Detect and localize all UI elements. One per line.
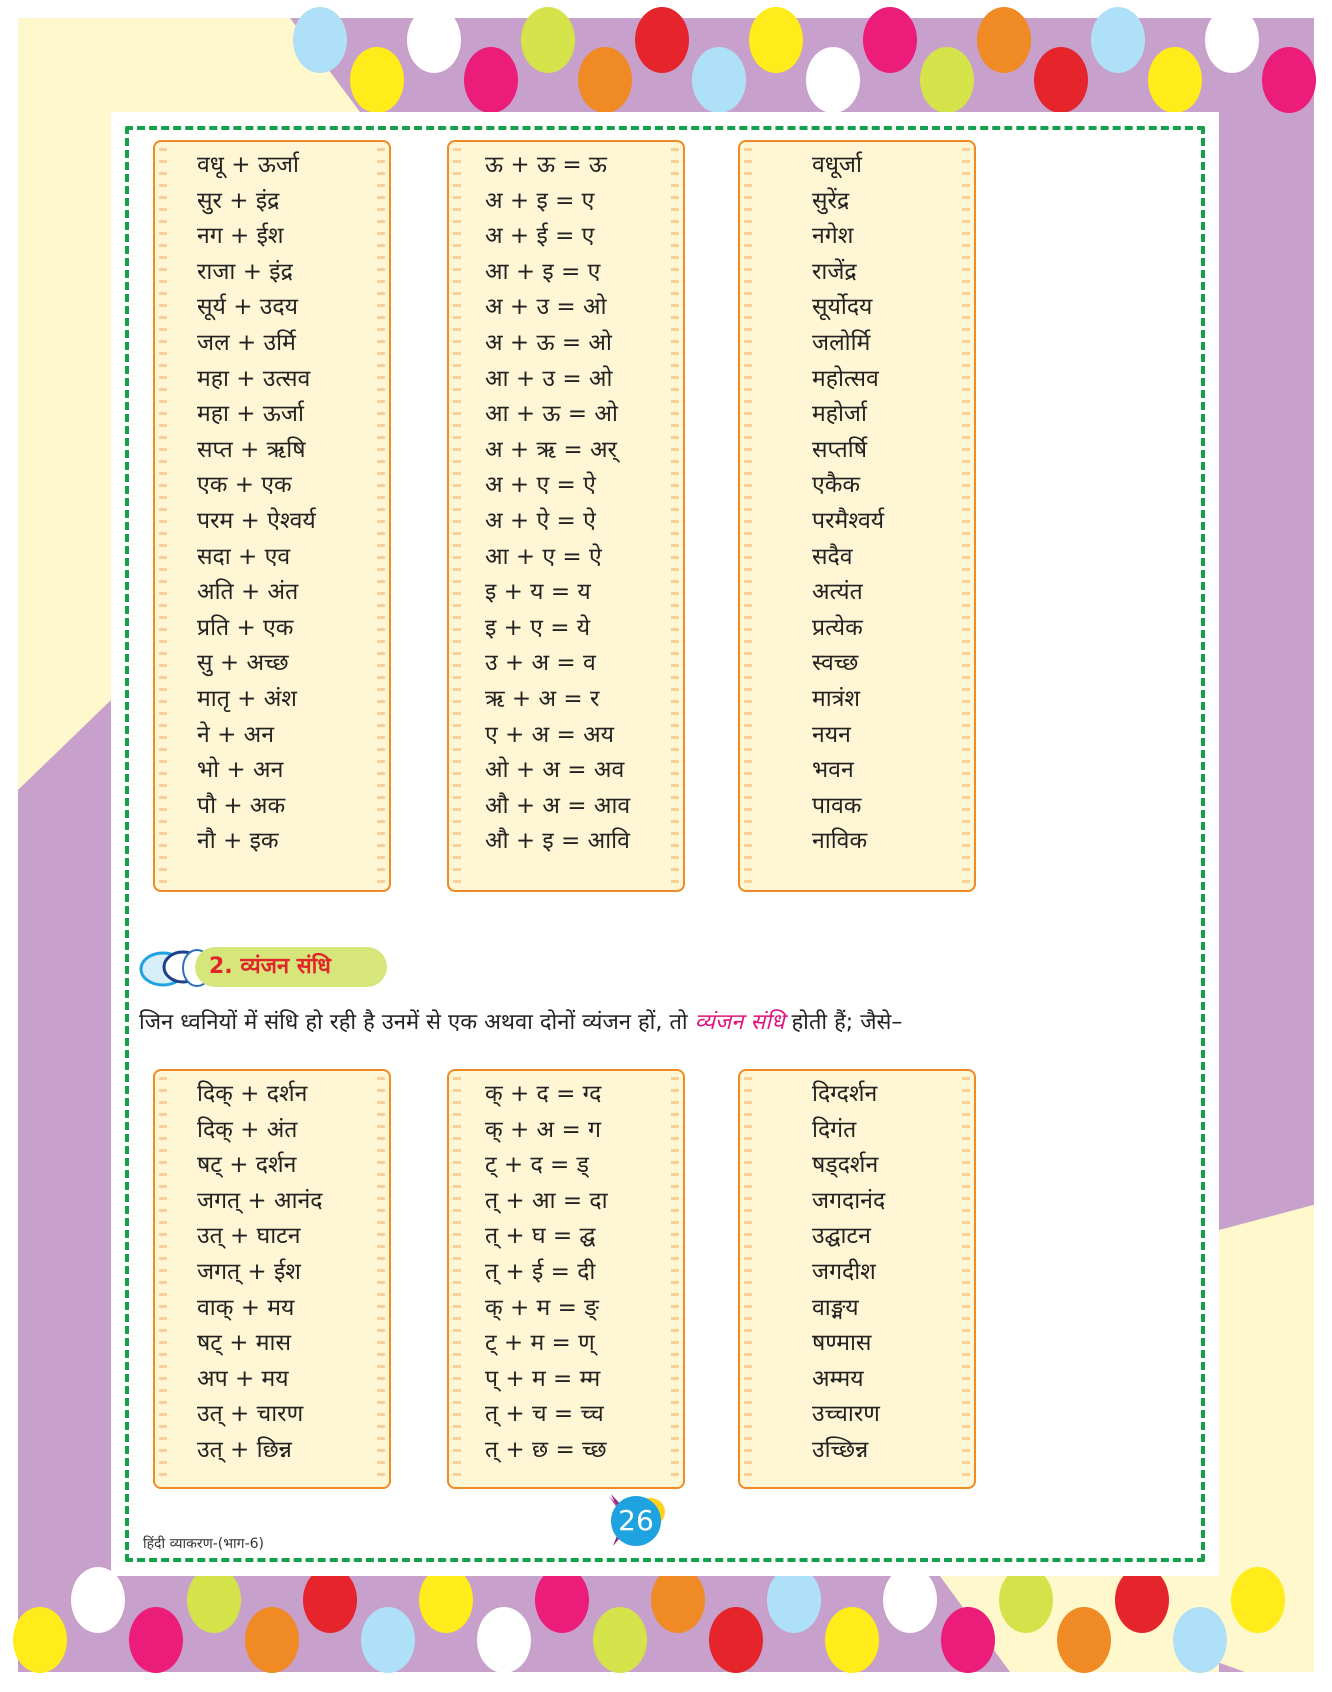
swar-word: पौ + अक <box>197 792 286 819</box>
vyanjan-word: अप + मय <box>197 1365 289 1392</box>
vyanjan-rule-row <box>449 1431 683 1469</box>
decorative-dot <box>521 7 575 73</box>
decorative-dot <box>806 47 860 113</box>
decorative-dot <box>419 1567 473 1633</box>
vyanjan-word-row <box>155 1075 389 1113</box>
decorative-dot <box>71 1567 125 1633</box>
vyanjan-word-row <box>155 1431 389 1469</box>
vyanjan-rule: ट् + द = ड् <box>485 1152 589 1179</box>
vyanjan-result: उद्घाटन <box>812 1223 871 1250</box>
swar-word: भो + अन <box>197 757 284 784</box>
vyanjan-word-row <box>155 1253 389 1291</box>
swar-result: महोर्जा <box>812 401 867 428</box>
decorative-dot <box>361 1607 415 1673</box>
swar-result-row <box>740 822 974 860</box>
swar-result: नाविक <box>812 828 868 855</box>
swar-rule-row <box>449 502 683 540</box>
swar-word-row <box>155 502 389 540</box>
vyanjan-rule-row <box>449 1111 683 1149</box>
swar-result-row <box>740 182 974 220</box>
vyanjan-rule: ट् + म = ण् <box>485 1330 595 1357</box>
swar-word: एक + एक <box>197 472 292 499</box>
swar-word-row <box>155 644 389 682</box>
swar-rule: इ + ए = ये <box>485 614 591 641</box>
swar-result: अत्यंत <box>812 579 863 606</box>
vyanjan-words-box <box>153 1069 391 1489</box>
swar-result-row <box>740 502 974 540</box>
vyanjan-word-row <box>155 1146 389 1184</box>
swar-word: परम + ऐश्वर्य <box>197 508 316 534</box>
decorative-dot <box>635 7 689 73</box>
swar-result: महोत्सव <box>812 365 879 392</box>
swar-rule: इ + य = य <box>485 579 591 606</box>
decorative-dot <box>350 47 404 113</box>
swar-rule-row <box>449 716 683 754</box>
swar-word: सूर्य + उदय <box>197 294 298 321</box>
vyanjan-rule: प् + म = म्म <box>485 1365 601 1392</box>
vyanjan-rule: क् + म = ङ् <box>485 1294 599 1321</box>
swar-word-row <box>155 573 389 611</box>
swar-word-row <box>155 146 389 184</box>
vyanjan-result: षण्मास <box>812 1330 872 1357</box>
swar-rule-row <box>449 360 683 398</box>
decorative-dot <box>187 1567 241 1633</box>
swar-result: परमैश्वर्य <box>812 508 885 534</box>
swar-result-row <box>740 466 974 504</box>
swar-rule: अ + ऊ = ओ <box>485 330 612 356</box>
swar-word: राजा + इंद्र <box>197 258 293 285</box>
swar-word-row <box>155 324 389 362</box>
vyanjan-rule-row <box>449 1182 683 1220</box>
decorative-dot <box>709 1607 763 1673</box>
swar-rule: ऋ + अ = र <box>485 686 600 712</box>
swar-result: स्वच्छ <box>812 650 859 677</box>
swar-rule-row <box>449 395 683 433</box>
swar-rule-row <box>449 466 683 504</box>
swar-word: जल + उर्मि <box>197 330 296 356</box>
swar-result-row <box>740 217 974 255</box>
vyanjan-rule-row <box>449 1253 683 1291</box>
vyanjan-result: उच्चारण <box>812 1401 880 1428</box>
vyanjan-result-row <box>740 1111 974 1149</box>
swar-rule: औ + इ = आवि <box>485 828 630 855</box>
vyanjan-word: उत् + घाटन <box>197 1223 301 1250</box>
decorative-dot <box>407 7 461 73</box>
swar-word: ने + अन <box>197 721 274 748</box>
vyanjan-rule-row <box>449 1075 683 1113</box>
swar-result: एकैक <box>812 472 861 499</box>
swar-result: राजेंद्र <box>812 258 857 285</box>
vyanjan-word: वाक् + मय <box>197 1294 295 1321</box>
vyanjan-result-row <box>740 1146 974 1184</box>
swar-rule-row <box>449 680 683 718</box>
swar-result-row <box>740 538 974 576</box>
vyanjan-word: षट् + मास <box>197 1330 292 1357</box>
swar-word-row <box>155 716 389 754</box>
swar-result: भवन <box>812 757 854 784</box>
vyanjan-rule-row <box>449 1289 683 1327</box>
vyanjan-result-row <box>740 1289 974 1327</box>
decorative-dot <box>303 1567 357 1633</box>
swar-rule-row <box>449 288 683 326</box>
vyanjan-result: वाङ्मय <box>812 1294 859 1321</box>
vyanjan-results-box <box>738 1069 976 1489</box>
vyanjan-rule: क् + द = ग्द <box>485 1081 602 1107</box>
vyanjan-word-row <box>155 1360 389 1398</box>
swar-result-row <box>740 360 974 398</box>
decorative-dot <box>863 7 917 73</box>
swar-result: सुरेंद्र <box>812 187 850 214</box>
swar-result-row <box>740 787 974 825</box>
vyanjan-result-row <box>740 1431 974 1469</box>
swar-rule: ऊ + ऊ = ऊ <box>485 152 607 178</box>
vyanjan-rules-box <box>447 1069 685 1489</box>
swar-rules-box <box>447 140 685 892</box>
decorative-dot <box>1231 1567 1285 1633</box>
swar-rule-row <box>449 217 683 255</box>
swar-results-box <box>738 140 976 892</box>
decorative-dot <box>1148 47 1202 113</box>
vyanjan-result: जगदानंद <box>812 1187 886 1214</box>
swar-word: सप्त + ऋषि <box>197 436 306 463</box>
swar-rule: अ + इ = ए <box>485 187 595 214</box>
decorative-dot <box>464 47 518 113</box>
decorative-dot <box>692 47 746 113</box>
swar-rule: अ + ए = ऐ <box>485 472 596 499</box>
decorative-dot <box>941 1607 995 1673</box>
decorative-dot <box>1205 7 1259 73</box>
swar-rule: अ + ऋ = अर् <box>485 436 617 463</box>
swar-rule-row <box>449 324 683 362</box>
swar-result-row <box>740 609 974 647</box>
vyanjan-word: जगत् + ईश <box>197 1259 301 1285</box>
swar-word: अति + अंत <box>197 579 299 606</box>
swar-result: प्रत्येक <box>812 614 863 641</box>
swar-word: सदा + एव <box>197 543 291 570</box>
swar-result: वधूर्जा <box>812 152 862 178</box>
swar-rule: आ + ए = ऐ <box>485 543 602 570</box>
swar-word-row <box>155 609 389 647</box>
section-heading: 2. व्यंजन संधि <box>209 954 331 979</box>
vyanjan-word: दिक् + अंत <box>197 1116 298 1143</box>
swar-rule-row <box>449 609 683 647</box>
decorative-dot <box>1034 47 1088 113</box>
para-text-before: जिन ध्वनियों में संधि हो रही है उनमें से एक अथवा दोनों व्यंजन हों, तो <box>139 1010 688 1035</box>
content-page <box>111 112 1219 1576</box>
swar-rule: उ + अ = व <box>485 650 596 677</box>
decorative-dot <box>651 1567 705 1633</box>
swar-rule: अ + ई = ए <box>485 223 595 250</box>
vyanjan-result: जगदीश <box>812 1259 876 1285</box>
swar-rule-row <box>449 573 683 611</box>
vyanjan-result: उच्छिन्न <box>812 1437 869 1463</box>
decorative-dot <box>883 1567 937 1633</box>
swar-rule-row <box>449 182 683 220</box>
vyanjan-rule: त् + ई = दी <box>485 1259 596 1285</box>
swar-result: सप्तर्षि <box>812 436 867 463</box>
page-number: 26 <box>611 1496 661 1546</box>
decorative-dot <box>999 1567 1053 1633</box>
swar-result-row <box>740 395 974 433</box>
vyanjan-result-row <box>740 1075 974 1113</box>
decorative-dot <box>129 1607 183 1673</box>
swar-result-row <box>740 146 974 184</box>
vyanjan-result: दिग्दर्शन <box>812 1081 878 1107</box>
vyanjan-result-row <box>740 1253 974 1291</box>
swar-result-row <box>740 680 974 718</box>
swar-result-row <box>740 573 974 611</box>
swar-word-row <box>155 217 389 255</box>
swar-result: जलोर्मि <box>812 330 871 356</box>
swar-rule-row <box>449 538 683 576</box>
swar-result-row <box>740 751 974 789</box>
swar-rule: आ + इ = ए <box>485 258 601 285</box>
swar-word-row <box>155 288 389 326</box>
swar-rule-row <box>449 146 683 184</box>
vyanjan-result-row <box>740 1324 974 1362</box>
vyanjan-rule: क् + अ = ग <box>485 1116 601 1143</box>
decorative-dot <box>477 1607 531 1673</box>
vyanjan-word-row <box>155 1395 389 1433</box>
swar-word-row <box>155 395 389 433</box>
vyanjan-rule-row <box>449 1324 683 1362</box>
vyanjan-rule-row <box>449 1395 683 1433</box>
vyanjan-rule: त् + आ = दा <box>485 1187 608 1214</box>
swar-result: पावक <box>812 792 862 819</box>
para-text-after: होती हैं; जैसे– <box>791 1010 903 1035</box>
vyanjan-word: उत् + चारण <box>197 1401 304 1428</box>
swar-result-row <box>740 253 974 291</box>
decorative-dot <box>1173 1607 1227 1673</box>
decorative-dot <box>535 1567 589 1633</box>
swar-rule: आ + उ = ओ <box>485 365 613 392</box>
swar-word-row <box>155 182 389 220</box>
decorative-dot <box>1091 7 1145 73</box>
swar-result-row <box>740 644 974 682</box>
swar-rule: आ + ऊ = ओ <box>485 401 618 428</box>
swar-rule-row <box>449 822 683 860</box>
swar-word: सुर + इंद्र <box>197 187 280 214</box>
decorative-dot <box>1262 47 1316 113</box>
vyanjan-result-row <box>740 1395 974 1433</box>
swar-word-row <box>155 538 389 576</box>
vyanjan-result-row <box>740 1360 974 1398</box>
swar-rule: औ + अ = आव <box>485 792 631 819</box>
vyanjan-word-row <box>155 1289 389 1327</box>
decorative-dot <box>1057 1607 1111 1673</box>
vyanjan-rule-row <box>449 1217 683 1255</box>
vyanjan-word: उत् + छिन्न <box>197 1437 292 1463</box>
swar-rule: अ + ऐ = ऐ <box>485 508 596 534</box>
vyanjan-rule-row <box>449 1360 683 1398</box>
vyanjan-result: दिगंत <box>812 1116 857 1143</box>
swar-result-row <box>740 431 974 469</box>
swar-word-row <box>155 253 389 291</box>
swar-word-row <box>155 787 389 825</box>
swar-result-row <box>740 716 974 754</box>
swar-result: मात्रंश <box>812 686 861 712</box>
swar-word: प्रति + एक <box>197 614 294 641</box>
vyanjan-rule: त् + घ = द्घ <box>485 1223 596 1250</box>
vyanjan-word-row <box>155 1111 389 1149</box>
swar-rule-row <box>449 644 683 682</box>
vyanjan-result-row <box>740 1217 974 1255</box>
vyanjan-word: षट् + दर्शन <box>197 1152 297 1179</box>
decorative-dot <box>767 1567 821 1633</box>
swar-word-row <box>155 822 389 860</box>
swar-word: महा + ऊर्जा <box>197 401 304 428</box>
swar-rule: ए + अ = अय <box>485 721 614 748</box>
swar-word: सु + अच्छ <box>197 650 289 677</box>
swar-rule: अ + उ = ओ <box>485 294 607 321</box>
swar-word: वधू + ऊर्जा <box>197 152 299 178</box>
swar-result-row <box>740 324 974 362</box>
swar-word: नग + ईश <box>197 223 284 250</box>
decorative-dot <box>825 1607 879 1673</box>
decorative-dot <box>293 7 347 73</box>
vyanjan-rule-row <box>449 1146 683 1184</box>
para-highlight: व्यंजन संधि <box>694 1010 785 1035</box>
swar-words-box <box>153 140 391 892</box>
section-paragraph <box>139 1003 1199 1043</box>
swar-result: सदैव <box>812 543 853 570</box>
vyanjan-word-row <box>155 1324 389 1362</box>
swar-result-row <box>740 288 974 326</box>
swar-rule-row <box>449 253 683 291</box>
vyanjan-word-row <box>155 1182 389 1220</box>
swar-rule-row <box>449 431 683 469</box>
swar-word: महा + उत्सव <box>197 365 311 392</box>
vyanjan-rule: त् + च = च्च <box>485 1401 604 1428</box>
swar-word-row <box>155 751 389 789</box>
vyanjan-result-row <box>740 1182 974 1220</box>
vyanjan-result: अम्मय <box>812 1365 864 1392</box>
decorative-dot <box>593 1607 647 1673</box>
swar-word: मातृ + अंश <box>197 686 297 712</box>
swar-result: सूर्योदय <box>812 294 873 321</box>
decorative-dot <box>245 1607 299 1673</box>
decorative-dot <box>578 47 632 113</box>
swar-rule: ओ + अ = अव <box>485 757 625 784</box>
vyanjan-word: दिक् + दर्शन <box>197 1081 308 1107</box>
swar-word-row <box>155 360 389 398</box>
swar-word-row <box>155 431 389 469</box>
decorative-dot <box>920 47 974 113</box>
swar-rule-row <box>449 787 683 825</box>
vyanjan-rule: त् + छ = च्छ <box>485 1437 607 1463</box>
swar-result: नयन <box>812 721 851 748</box>
vyanjan-word-row <box>155 1217 389 1255</box>
decorative-dot <box>13 1607 67 1673</box>
vyanjan-word: जगत् + आनंद <box>197 1187 323 1214</box>
decorative-dot <box>749 7 803 73</box>
swar-word-row <box>155 680 389 718</box>
swar-result: नगेश <box>812 223 854 250</box>
swar-rule-row <box>449 751 683 789</box>
book-title: हिंदी व्याकरण-(भाग-6) <box>143 1536 264 1552</box>
swar-word-row <box>155 466 389 504</box>
swar-word: नौ + इक <box>197 828 279 855</box>
decorative-dot <box>977 7 1031 73</box>
vyanjan-result: षड्दर्शन <box>812 1152 879 1179</box>
decorative-dot <box>1115 1567 1169 1633</box>
